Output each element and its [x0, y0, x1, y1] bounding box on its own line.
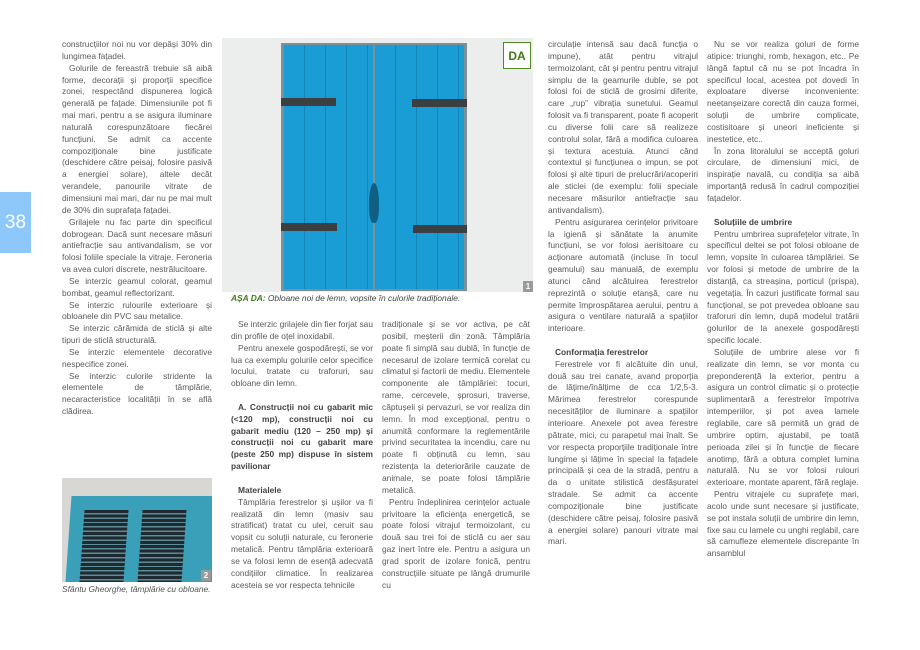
text-column-1 [62, 39, 212, 418]
paragraph: Pentru vitrajele cu suprafețe mari, acolo unde sunt necesare și justificate, se pot instala soluții de umbrire din lemn, fixe sau cu lamele cu unghi reglabil, care să camufleze elementele discrepante în ansamblul [707, 489, 859, 559]
photo-blue-shutters [222, 38, 533, 292]
text-column-5 [707, 39, 859, 560]
paragraph: Grilajele nu fac parte din specificul dobrogean. Dacă sunt necesare măsuri antiefracție sau antivandalism, se vor folosi foliile speciale la vitraje. Feroneria va avea culori discrete, nestrălucitoare. [62, 216, 212, 275]
text-column-4 [548, 39, 698, 548]
paragraph: circulație intensă sau dacă funcția o impune), atât pentru vitrajul termoizolant, cât și pentru pentru vitrajul simplu de la geamurile duble, se pot folosi foi de sticlă de grosimi diferite, care „rup” vibrația sunetului. Geamul folosit va fi transparent, poate fi acoperit cu diverse folii care să realizeze controlul solar, fără a modifica culoarea și textura acestuia. Atunci când contextul și funcțiunea o impun, se pot folosi și alte tipuri de prelucrări/acoperiri ale sticlei (de exemplu: folii speciale necesare măsurilor antiefracție sau antivandalism). [548, 39, 698, 215]
paragraph: Golurile de fereastră trebuie să aibă forme, decorații și proporții specifice zonei, respectând dispunerea logică generală pe fațade. Dimensiunile pot fi mai mari, pentru a se asigura iluminare naturală corespunzătoare fiecărei funcțiuni. Se admit ca accente compoziționale bine justificate (deschidere către peisaj, folosire pasivă a energiei solare), altele decât verandele, panourile vitrate de dimensiuni mai mari, dar nu pe mai mult de 30% din suprafața fațadei. [62, 62, 212, 215]
section-heading: A. Construcții noi cu gabarit mic (<120 mp), construcții noi cu gabarit mediu (120 – 250 mp) și construcții noi cu gabarit mare (peste 250 mp) dispuse în sistem pavilionar [231, 401, 373, 472]
paragraph: Se interzic rulourile exterioare și obloanele din PVC sau metalice. [62, 299, 212, 322]
paragraph: Se interzic geamul colorat, geamul bombat, geamul reflectorizant. [62, 275, 212, 298]
shutter-left [284, 45, 373, 289]
section-heading: Soluțiile de umbrire [714, 216, 793, 227]
caption-text: Obloane noi de lemn, vopsite în culorile tradiționale. [265, 293, 461, 303]
hinge [412, 99, 467, 107]
paragraph: tradiționale și se vor activa, pe cât posibil, meșterii din zonă. Tâmplăria poate fi simplă sau dublă, în funcție de necesarul de izolare termică corelat cu climatul și factorii de mediu. Elementele componente ale tâmplăriei: tocuri, rame, cercevele, șprosuri, traverse, căptușeli și pervazuri, se vor realiza din lemn. În mod excepțional, pentru o anumită conformare la reglementările privind securitatea la incendiu, care nu poate fi obținută cu lemn, sau rezistența la deteriorările cauzate de animale, se poate folosi tâmplărie metalică. [382, 319, 530, 495]
louver-right [137, 510, 187, 582]
paragraph: construcțiilor noi nu vor depăși 30% din lungimea fațadei. [62, 39, 212, 61]
section-heading: Materialele [238, 484, 282, 495]
section-heading: Conformația ferestrelor [555, 346, 649, 357]
da-badge: DA [503, 42, 531, 69]
paragraph: Pentru asigurarea cerințelor privitoare la igienă și sănătate la anumite funcțiuni, se vor folosi aerisitoare cu acționare automată (incluse în tocul geamului) sau manuală, de exemplu atunci când alcătuirea ferestrelor reprezintă o soluție etanșă, care nu permite împrospătarea aerului, pentru a asigura o ventilare naturală a spațiilor interioare. [548, 216, 698, 334]
paragraph: Nu se vor realiza goluri de forme atipice: triunghi, romb, hexagon, etc.. Pe lângă faptul că nu se pot încadra în specificul local, acestea pot dovedi în exploatare diverse inconveniente: neetanșeizare corectă din cauza formei, soluții de umbrire complicate, costisitoare și uneori ineficiente și inestetice, etc.. [707, 39, 859, 144]
paragraph: Se interzic elementele decorative nespecifice zonei. [62, 346, 212, 369]
paragraph: Se interzic culorile stridente la elementele de tâmplărie, necaracteristice localității în se află clădirea. [62, 370, 212, 417]
hinge [281, 98, 336, 106]
shutter-right [375, 45, 464, 289]
paragraph: Soluțiile de umbrire alese vor fi realizate din lemn, se vor monta cu preponderență la exterior, pentru a asigura un control climatic și o protecție suplimentară a ferestrelor împotriva intemperiilor, și pot avea lamele reglabile, care să permită un grad de umbrire optim, ajustabil, pe toată perioada zilei și în funcție de fiecare anotimp, fără a obtura complet lumina naturală. Nu se vor folosi rulouri exterioare, montate aparent, fără reglaje. [707, 346, 859, 488]
photo-window-louvers [62, 478, 212, 582]
paragraph: Se interzic grilajele din fier forjat sau din profile de oțel inoxidabil. [231, 319, 373, 341]
photo-number: 2 [201, 570, 211, 581]
text-column-3 [382, 319, 530, 591]
page-number: 38 [0, 192, 31, 253]
text-column-2 [231, 319, 373, 591]
paragraph: Se interzic cărămida de sticlă și alte tipuri de sticlă structurală. [62, 323, 212, 346]
photo-caption-1 [231, 293, 460, 303]
window-frame [281, 43, 467, 291]
photo-number: 1 [523, 281, 533, 292]
hinge [413, 225, 467, 233]
paragraph: În zona litoralului se acceptă goluri circulare, de dimensiuni mici, de inspirație navală, cu condiția sa aibă importanță redusă în cadrul compoziției fațadelor. [707, 145, 859, 203]
window-frame [65, 496, 212, 582]
paragraph: Pentru umbrirea suprafețelor vitrate, în specificul deltei se pot folosi obloane de lemn, vopsite în culoarea tâmplăriei. Se vor folosi și metode de umbrire de la distanță, ca streașina, porticul (prispa), vegetația. În cazuri justificate formal sau funcțional, se pot prevedea obloane sau traforuri din lemn, după modelul tratării golurilor de la anexele gospodărești specific locale. [707, 228, 859, 346]
photo-caption-2: Sfântu Gheorghe, tâmplărie cu obloane. [62, 584, 211, 594]
hinge [281, 223, 337, 231]
louver-left [79, 510, 129, 582]
paragraph: Ferestrele vor fi alcătuite din unul, două sau trei canate, avand proporția de lățime/înălțime de cca 1/2,5-3. Mărimea ferestrelor corespunde necesităților de iluminare a spațiilor interioare. Anexele pot avea ferestre pătrate, mici, cu parapetul mai înalt. Se vor respecta proporțiile tradiționale între lungime și lățime în special la fațadele principală și cea de la stradă, pentru a da o unitate stilistică desfășuratei stradale. Se admit ca accente compoziționale bine justificate (deschidere către peisaj, folosire pasivă a energiei solare) panouri vitrate mai mari. [548, 358, 698, 547]
fish-cutout [369, 183, 379, 223]
paragraph: Tâmplăria ferestrelor și ușilor va fi realizată din lemn (masiv sau stratificat) tratat cu ulei, ceruit sau vopsit cu soluții naturale, cu feronerie metalică. Pentru tâmplăria exterioară se va folosi lemn de esență adecvată condițiilor climatice. În realizarea acesteia se vor respecta tehnicile [231, 496, 373, 590]
paragraph: Pentru îndeplinirea cerințelor actuale privitoare la eficiența energetică, se poate folosi vitrajul termoizolant, cu două sau trei foi de sticlă cu aer sau gaz inert între ele. Pentru a asigura un grad sporit de izolare fonică, pentru construcțiile situate pe lângă drumurile cu [382, 496, 530, 590]
caption-label: AȘA DA: [231, 293, 266, 303]
paragraph: Pentru anexele gospodărești, se vor lua ca exemplu golurile celor specifice locului, tratate cu traforuri, sau obloane din lemn. [231, 342, 373, 389]
